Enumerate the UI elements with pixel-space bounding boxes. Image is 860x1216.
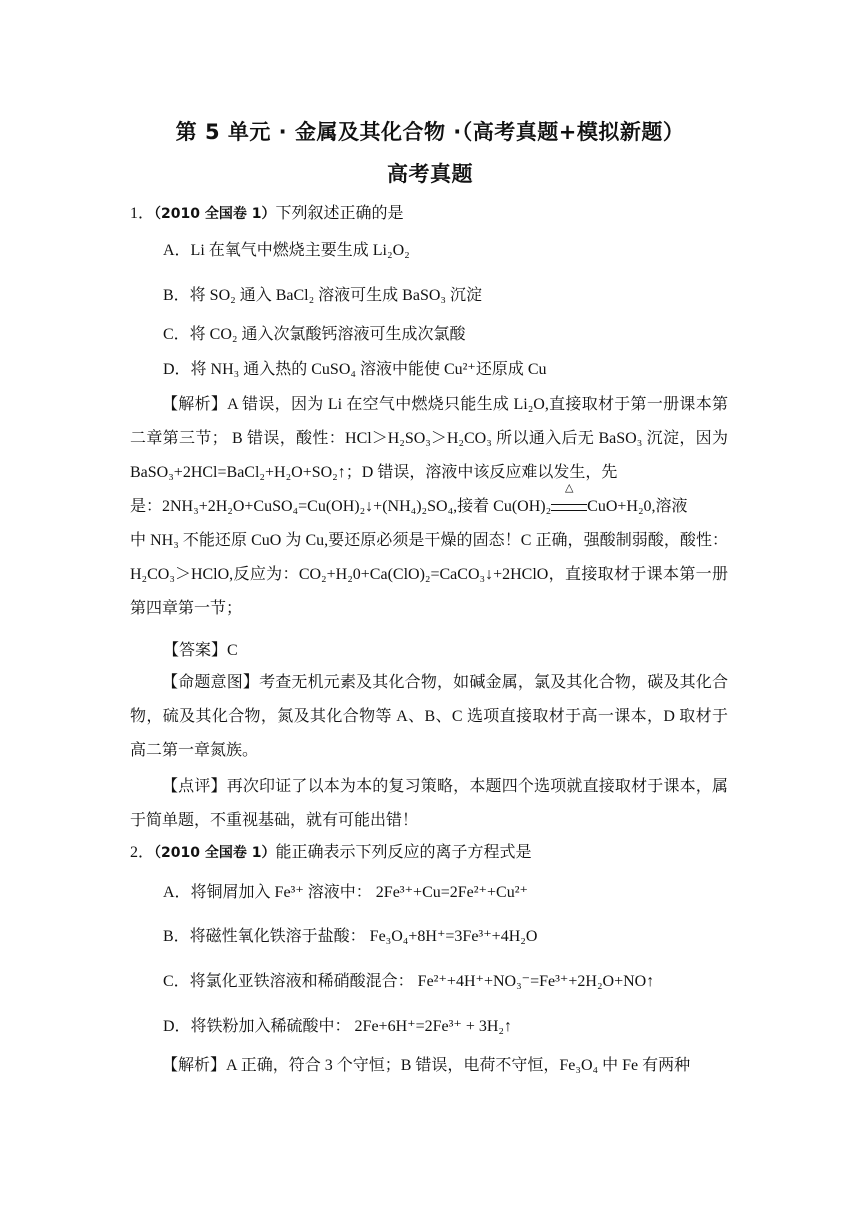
q1-analysis-paragraph-2: 中 NH₃ 不能还原 CuO 为 Cu,要还原必须是干燥的固态！C 正确，强酸制弱酸，酸性：H₂CO₃＞HClO,反应为：CO₂+H₂0+Ca(ClO)₂=CaCO₃↓+2HClO，直接取材于课本第一册第四章第一节； [130,532,728,617]
intent-text: 考查无机元素及其化合物，如碱金属，氯及其化合物，碳及其化合物，硫及其化合物，氮及其化合物等 A、B、C 选项直接取材于高一课本，D 取材于高二第一章氮族。 [130,674,728,759]
q1-intent-paragraph [130,666,728,768]
comment-text: 再次印证了以本为本的复习策略，本题四个选项就直接取材于课本，属于简单题，不重视基础，就有可能出错！ [130,778,728,829]
q2-option-c: C．将氯化亚铁溶液和稀硝酸混合： Fe²⁺+4H⁺+NO₃⁻=Fe³⁺+2H₂O+NO↑ [163,973,655,990]
q2-option-a: A．将铜屑加入 Fe³⁺ 溶液中： 2Fe³⁺+Cu=2Fe²⁺+Cu²⁺ [163,884,528,901]
question-text: 下列叙述正确的是 [275,205,404,222]
question-2-stem [130,842,532,864]
equation-after: CuO+H₂0,溶液 [587,498,688,515]
q1-option-c: C．将 CO₂ 通入次氯酸钙溶液可生成次氯酸 [163,326,466,343]
q1-option-d: D．将 NH₃ 通入热的 CuSO₄ 溶液中能使 Cu²⁺还原成 Cu [163,361,547,378]
question-source: （2010 全国卷 1） [154,206,276,222]
q1-option-a: A．Li 在氧气中燃烧主要生成 Li₂O₂ [163,242,410,259]
analysis-text: A 正确，符合 3 个守恒；B 错误，电荷不守恒，Fe₃O₄ 中 Fe 有两种 [226,1057,691,1074]
heating-condition-arrow [551,482,587,518]
comment-tag: 【点评】 [162,778,227,795]
question-number: 2． [130,844,155,861]
q1-comment-paragraph [130,770,728,838]
question-source: （2010 全国卷 1） [154,845,276,861]
document-title: 第 5 单元 · 金属及其化合物 ·（高考真题+模拟新题） [175,120,685,144]
heat-triangle-icon: △ [564,482,574,494]
section-heading: 高考真题 [387,162,473,186]
analysis-text: A 错误，因为 Li 在空气中燃烧只能生成 Li₂O,直接取材于第一册课本第二章第三节； B 错误，酸性：HCl＞H₂SO₃＞H₂CO₃ 所以通入后无 BaSO₃ 沉淀，因为 BaSO₃+2HCl=BaCl₂+H₂O+SO₂↑；D 错误，溶液中该反应难以发生，先 [130,396,728,481]
intent-tag: 【命题意图】 [162,674,260,691]
q1-analysis-equation-line [130,482,688,518]
equation-before: 是：2NH₃+2H₂O+CuSO₄=Cu(OH)₂↓+(NH₄)₂SO₄,接着 Cu(OH)₂ [130,498,552,515]
q1-option-b: B．将 SO₂ 通入 BaCl₂ 溶液可生成 BaSO₃ 沉淀 [163,287,482,304]
question-number: 1． [130,205,155,222]
q2-option-d: D．将铁粉加入稀硫酸中： 2Fe+6H⁺=2Fe³⁺ + 3H₂↑ [163,1018,513,1035]
question-text: 能正确表示下列反应的离子方程式是 [275,844,532,861]
q2-option-b: B．将磁性氧化铁溶于盐酸： Fe₃O₄+8H⁺=3Fe³⁺+4H₂O [163,928,538,945]
q1-analysis-paragraph-1 [130,388,728,490]
q2-analysis-paragraph [130,1049,728,1083]
analysis-tag: 【解析】 [162,1057,227,1074]
question-1-stem [130,203,404,225]
analysis-tag: 【解析】 [162,396,228,413]
q1-answer: 【答案】C [163,642,238,659]
